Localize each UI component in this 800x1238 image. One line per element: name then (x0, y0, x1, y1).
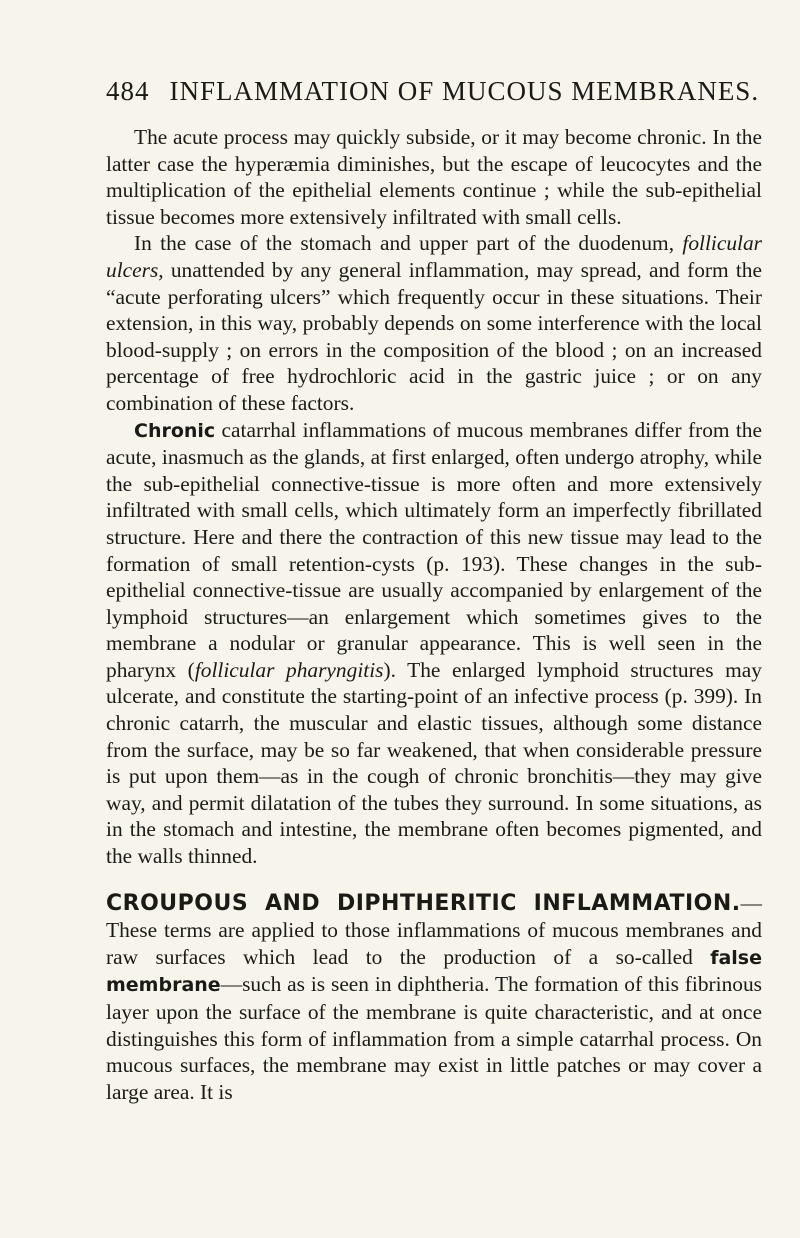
paragraph-acute-process (106, 124, 762, 230)
paragraph-text: —such as is seen in diphtheria. The formation of this fibrinous layer upon the surface of the membrane is quite characteristic, and at once distinguishes this form of inflammation from a simple catarrhal process. On mucous surfaces, the membrane may exist in little patches or may cover a large area. It is (106, 972, 762, 1104)
paragraph-text: ). The enlarged lymphoid structures may ulcerate, and constitute the starting-point of an infective process (p. 399). In chronic catarrh, the muscular and elastic tissues, although some distance from the surface, may be so far weakened, that when considerable pressure is put upon them—as in the cough of chronic bronchitis—they may give way, and permit dilatation of the tubes they surround. In some situations, as in the stomach and intestine, the membrane often becomes pigmented, and the walls thinned. (106, 657, 762, 869)
paragraph-croupous (106, 890, 762, 1106)
bold-lead-word: Chronic (134, 419, 216, 442)
paragraph-chronic (106, 417, 762, 870)
paragraph-text: catarrhal inflammations of mucous membranes differ from the acute, inasmuch as the glands, at first enlarged, often undergo atrophy, while the sub-epithelial connective-tissue is more often and more extensively infiltrated with small cells, which ultimately form an imperfectly fibrillated structure. Here and there the contraction of this new tissue may lead to the formation of small retention-cysts (p. 193). These changes in the sub-epithelial connective-tissue are usually accompanied by enlargement of the lymphoid structures—an enlargement which sometimes gives to the membrane a nodular or granular appearance. This is well seen in the pharynx ( (106, 417, 762, 682)
page-body (106, 124, 762, 1105)
running-header (106, 76, 762, 107)
italic-term: follicular ulcers, (106, 231, 762, 282)
paragraph-text: The acute process may quickly subside, or it may become chronic. In the latter case the hyperæmia diminishes, but the escape of leucocytes and the multiplication of the epithelial elements continue ; while the sub-epithelial tissue becomes more extensively infiltrated with small cells. (106, 125, 762, 229)
paragraph-follicular-ulcers (106, 230, 762, 416)
paragraph-text: unattended by any general inflammation, may spread, and form the “acute perforating ulcers” which frequently occur in these situations. Their extension, in this way, probably depends on some interference with the local blood-supply ; on errors in the composition of the blood ; on an increased percentage of free hydrochloric acid in the gastric juice ; or on any combination of these factors. (106, 257, 762, 415)
paragraph-text: In the case of the stomach and upper part of the duodenum, (134, 231, 683, 256)
running-title: INFLAMMATION OF MUCOUS MEMBRANES. (169, 76, 760, 106)
section-heading: CROUPOUS AND DIPHTHERITIC INFLAMMATION. (106, 890, 741, 916)
page-number: 484 (106, 76, 150, 106)
paragraph-text: —These terms are applied to those inflammations of mucous membranes and raw surfaces which lead to the production of a so-called (106, 890, 762, 969)
italic-term: follicular pharyngitis (194, 657, 384, 682)
bold-term: false membrane (106, 946, 762, 997)
